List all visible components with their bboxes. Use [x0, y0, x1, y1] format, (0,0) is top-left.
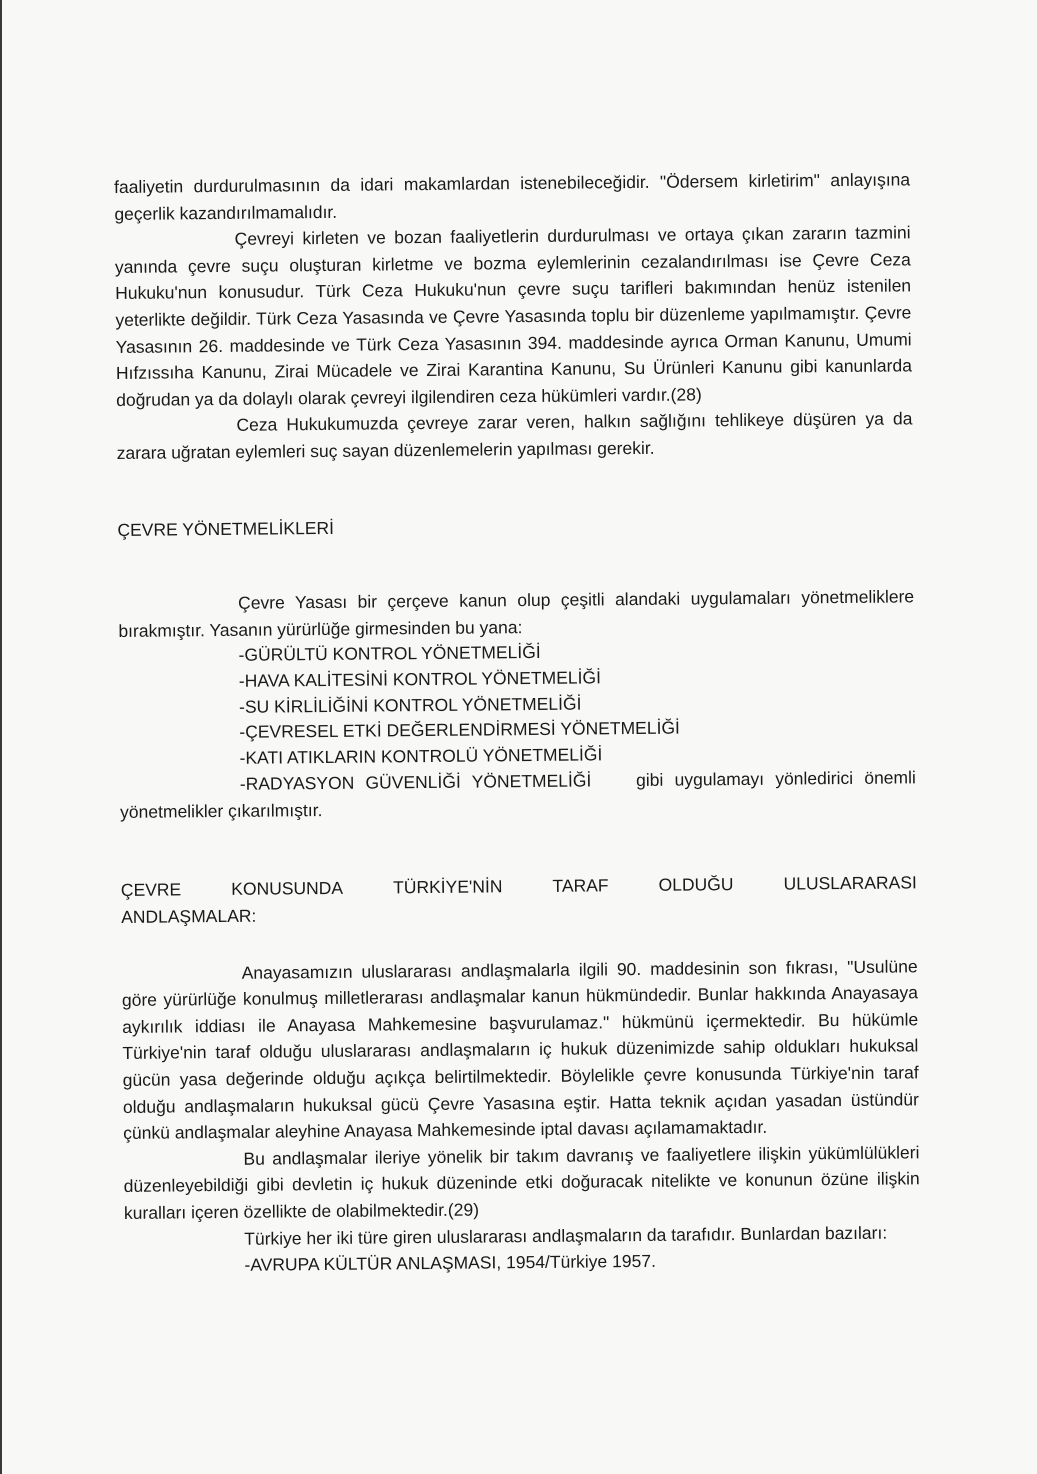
list-item: -ÇEVRESEL ETKİ DEĞERLENDİRMESİ YÖNETMELİĞİ — [239, 717, 680, 742]
list-item: -GÜRÜLTÜ KONTROL YÖNETMELİĞİ — [238, 642, 541, 666]
paragraph-1: faaliyetin durdurulmasının da idari makamlardan istenebileceğidir. "Ödersem kirletirim" anlayışına geçerlik kazandırılmamalıdır. — [114, 169, 911, 224]
paragraph-4: Çevre Yasası bir çerçeve kanun olup çeşitli alandaki uygulamaları yönetmeliklere bırakmıştır. Yasanın yürürlüğe girmesinden bu yana: — [118, 586, 915, 641]
paragraph-3: Ceza Hukukumuzda çevreye zarar veren, halkın sağlığını tehlikeye düşüren ya da zarara uğratan eylemleri suç sayan düzenlemelerin yapılması gerekir. — [116, 408, 913, 463]
last-regulation: -RADYASYON GÜVENLİĞİ YÖNETMELİĞİ — [239, 770, 592, 795]
heading-word: TÜRKİYE'NİN — [393, 876, 503, 898]
paragraph-2: Çevreyi kirleten ve bozan faaliyetlerin durdurulması ve ortaya çıkan zararın tazmini yanında çevre suçu oluşturan kirletme ve bozma eylemlerinin cezalandırılması ise Çevre Ceza Hukuku'nun konusudur. Türk Ceza Hukuku'nun çevre suçu tarifleri bakımından henüz istenilen yeterlikte değildir. Türk Ceza Yasasında ve Çevre Yasasında toplu bir düzenleme yapılmamıştır. Çevre Yasasının 26. maddesinde ve Türk Ceza Yasasının 394. maddesinde ayrıca Orman Kanunu, Umumi Hıfzıssıha Kanunu, Zirai Mücadele ve Zirai Karantina Kanunu, Su Ürünleri Kanunu gibi kanunlarda doğrudan ya da dolaylı olarak çevreyi ilgilendiren ceza hükümleri vardır.(28) — [114, 222, 912, 410]
last-regulation-tail: gibi uygulamayı yönledirici önemli yönetmelikler çıkarılmıştır. — [120, 767, 916, 822]
heading-word: TARAF — [552, 875, 609, 897]
regulation-list — [119, 637, 916, 773]
paragraph-last-regulation — [120, 765, 916, 826]
heading-regulations: ÇEVRE YÖNETMELİKLERİ — [117, 517, 335, 540]
heading-word: ULUSLARARASI — [783, 872, 917, 895]
paragraph-5: Anayasamızın uluslararası andlaşmalarla ilgili 90. maddesinin son fıkrası, "Usulüne göre yürürlüğe konulmuş milletlerarası andlaşmalar kanun hükmündedir. Bunlar hakkında Anayasaya aykırılık iddiası ile Anayasa Mahkemesine başvurulamaz." hükmünü içermektedir. Bu hükümle Türkiye'nin taraf olduğu uluslararası andlaşmaların iç hukuk düzenimizde sahip oldukları hukuksal gücün yasa değerinde olduğu açıkça belirtilmektedir. Böylelikle çevre konusunda Türkiye'nin taraf olduğu andlaşmaların hukuksal gücü Çevre Yasasına eştir. Hatta teknik açıdan yasadan üstündür çünkü andlaşmalar aleyhine Anayasa Mahkemesinde iptal davası açılamamaktadır. — [121, 955, 920, 1144]
list-item: -SU KİRLİLİĞİNİ KONTROL YÖNETMELİĞİ — [239, 693, 582, 717]
page-content — [114, 166, 921, 1279]
heading-word: KONUSUNDA — [231, 878, 344, 900]
list-item: -KATI ATIKLARIN KONTROLÜ YÖNETMELİĞİ — [239, 744, 603, 768]
list-item: -HAVA KALİTESİNİ KONTROL YÖNETMELİĞİ — [238, 667, 602, 691]
paragraph-7: Türkiye her iki türe giren uluslararası andlaşmaların da tarafıdır. Bunlardan bazıları: — [244, 1222, 888, 1249]
heading-word: OLDUĞU — [658, 874, 734, 896]
agreement-item: -AVRUPA KÜLTÜR ANLAŞMASI, 1954/Türkiye 1957. — [244, 1251, 656, 1275]
heading-word: ÇEVRE — [120, 879, 182, 901]
heading-agreements-line2: ANDLAŞMALAR: — [121, 905, 257, 928]
paragraph-6: Bu andlaşmalar ileriye yönelik bir takım davranış ve faaliyetlere ilişkin yükümlülükleri düzenleyebildiği gibi devletin iç hukuk düzeninde etki doğuracak nitelikte ve konunun özüne ilişkin kuralları içeren özellikte de olabilmektedir.(29) — [123, 1142, 920, 1223]
